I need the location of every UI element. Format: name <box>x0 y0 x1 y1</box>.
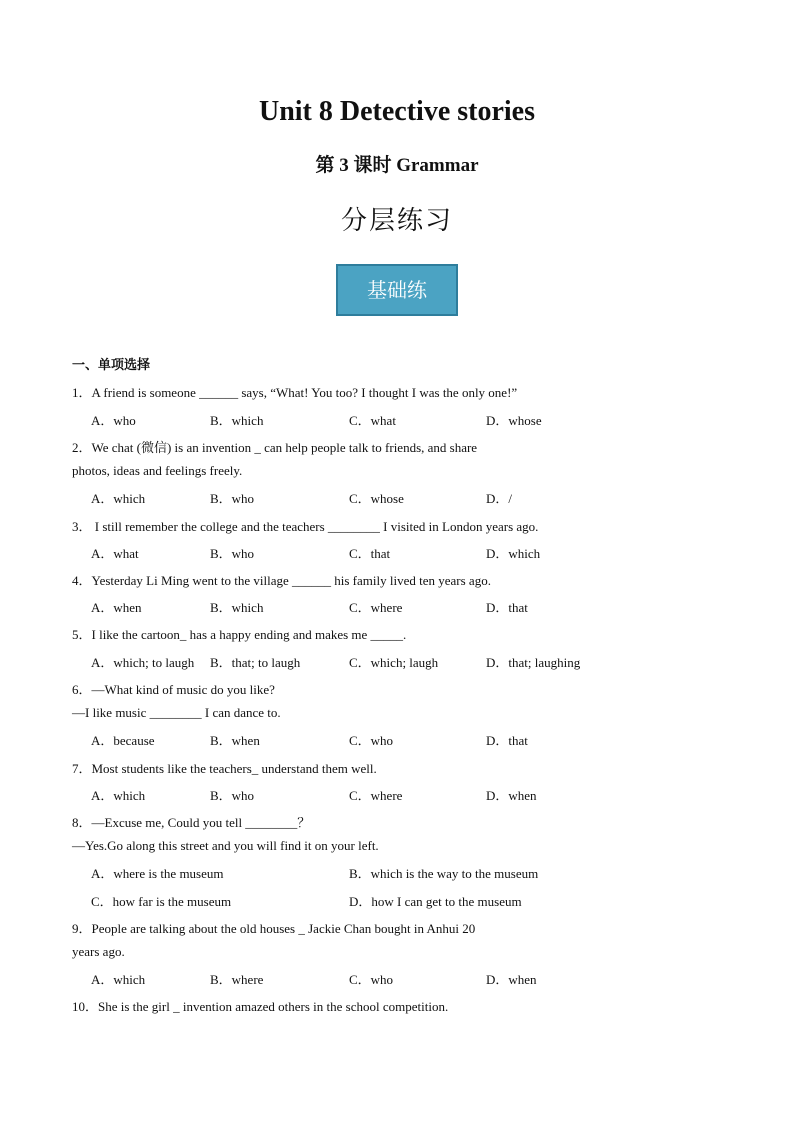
question-4-option-c: C．where <box>349 600 403 615</box>
question-1-option-c: C．what <box>349 413 396 428</box>
question-2-text-line1: 2．We chat (微信) is an invention _ can help people talk to friends, and share <box>72 440 478 455</box>
question-1-text: 1．A friend is someone ______ says, “What! You too? I thought I was the only one!” <box>72 385 518 400</box>
question-2-option-c: C．whose <box>349 491 404 506</box>
question-4-option-a: A．when <box>91 600 142 615</box>
part-heading: 一、单项选择 <box>72 358 151 373</box>
question-3-option-a: A．what <box>91 546 139 561</box>
question-3-text: 3． I still remember the college and the teachers ________ I visited in London years ago. <box>72 519 539 534</box>
question-6-text-line1: 6．—What kind of music do you like? <box>72 682 275 697</box>
question-8-option-a: A．where is the museum <box>91 866 224 881</box>
question-9-option-c: C．who <box>349 972 394 987</box>
question-1-option-b: B．which <box>210 413 264 428</box>
question-8-option-b: B．which is the way to the museum <box>349 866 539 881</box>
question-4-option-b: B．which <box>210 600 264 615</box>
question-2-option-a: A．which <box>91 491 146 506</box>
question-6-option-b: B．when <box>210 733 260 748</box>
question-9-option-d: D．when <box>486 972 537 987</box>
question-6-option-a: A．because <box>91 733 155 748</box>
question-3-option-b: B．who <box>210 546 255 561</box>
question-8-text-line2: —Yes.Go along this street and you will find it on your left. <box>72 838 379 853</box>
section-heading: 分层练习 <box>340 206 453 236</box>
question-5-option-b: B．that; to laugh <box>210 655 301 670</box>
question-6-option-c: C．who <box>349 733 394 748</box>
question-7-option-c: C．where <box>349 788 403 803</box>
question-2-option-d: D．/ <box>486 491 513 506</box>
question-6-option-d: D．that <box>486 733 528 748</box>
question-9-option-a: A．which <box>91 972 146 987</box>
question-9-option-b: B．where <box>210 972 264 987</box>
question-1-option-d: D．whose <box>486 413 542 428</box>
document-title: Unit 8 Detective stories <box>258 96 535 127</box>
question-7-option-b: B．who <box>210 788 255 803</box>
question-1-option-a: A．who <box>91 413 136 428</box>
question-5-option-a: A．which; to laugh <box>91 655 195 670</box>
question-2-option-b: B．who <box>210 491 255 506</box>
question-8-text-line1: 8．—Excuse me, Could you tell ________？ <box>72 815 311 830</box>
question-3-option-c: C．that <box>349 546 391 561</box>
question-7-option-a: A．which <box>91 788 146 803</box>
question-5-option-c: C．which; laugh <box>349 655 439 670</box>
question-6-text-line2: —I like music ________ I can dance to. <box>72 705 281 720</box>
question-3-option-d: D．which <box>486 546 541 561</box>
question-9-text-line1: 9．People are talking about the old houses _ Jackie Chan bought in Anhui 20 <box>72 921 476 936</box>
question-10-text: 10．She is the girl _ invention amazed others in the school competition. <box>72 999 449 1014</box>
question-5-option-d: D．that; laughing <box>486 655 581 670</box>
question-9-text-line2: years ago. <box>72 944 125 959</box>
question-8-option-c: C．how far is the museum <box>91 894 232 909</box>
question-7-text: 7．Most students like the teachers_ understand them well. <box>72 761 377 776</box>
question-4-text: 4．Yesterday Li Ming went to the village ______ his family lived ten years ago. <box>72 573 491 588</box>
question-8-option-d: D．how I can get to the museum <box>349 894 522 909</box>
lesson-subtitle: 第 3 课时 Grammar <box>315 155 479 176</box>
question-5-text: 5．I like the cartoon_ has a happy ending and makes me _____. <box>72 627 407 642</box>
question-4-option-d: D．that <box>486 600 528 615</box>
question-2-text-line2: photos, ideas and feelings freely. <box>72 463 243 478</box>
question-7-option-d: D．when <box>486 788 537 803</box>
level-badge: 基础练 <box>336 264 458 316</box>
